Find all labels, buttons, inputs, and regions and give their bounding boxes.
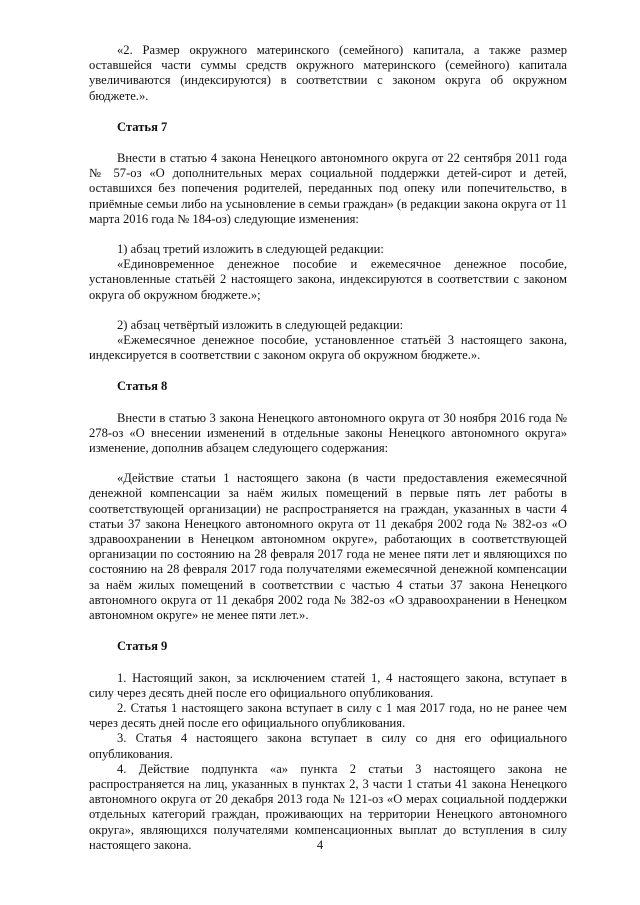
article-9-paragraph-1: 1. Настоящий закон, за исключением статей 1, 4 настоящего закона, вступает в силу через десять дней после его официального опубликования.	[89, 670, 567, 700]
article-9-paragraph-3: 3. Статья 4 настоящего закона вступает в силу со дня его официального опубликования.	[89, 731, 567, 761]
article-7-paragraph-5: «Ежемесячное денежное пособие, установленное статьёй 3 настоящего закона, индексируется в соответствии с законом округа об окружном бюджете.».	[89, 333, 567, 363]
article-8-paragraph-1: Внести в статью 3 закона Ненецкого автономного округа от 30 ноября 2016 года № 278-оз «О внесении изменений в отдельные законы Ненецкого автономного округа» изменение, дополнив абзацем следующего содержания:	[89, 410, 567, 456]
page-number: 4	[316, 838, 324, 852]
article-7-paragraph-2: 1) абзац третий изложить в следующей редакции:	[117, 242, 384, 257]
article-7-heading: Статья 7	[117, 119, 168, 134]
article-9-paragraph-2: 2. Статья 1 настоящего закона вступает в силу с 1 мая 2017 года, но не ранее чем через десять дней после его официального опубликования.	[89, 700, 567, 731]
document-body	[89, 43, 567, 853]
article-7-paragraph-3: «Единовременное денежное пособие и ежемесячное денежное пособие, установленные статьёй 2 настоящего закона, индексируются в соответствии с законом округа об окружном бюджете.»;	[89, 257, 567, 302]
intro-paragraph: «2. Размер окружного материнского (семейного) капитала, а также размер оставшейся части суммы средств окружного материнского (семейного) капитала увеличиваются (индексируются) в соответствии с законом округа об окружном бюджете.».	[89, 43, 567, 103]
article-9-heading: Статья 9	[117, 639, 168, 654]
article-8-paragraph-2: «Действие статьи 1 настоящего закона (в части предоставления ежемесячной денежной компенсации за наём жилых помещений в первые пять лет работы в соответствующей организации) не распространяется на граждан, указанных в части 4 статьи 37 закона Ненецкого автономного округа от 11 декабря 2002 года № 382-оз «О здравоохранении в Ненецком автономном округе», работающих в соответствующей организации по состоянию на 28 февраля 2017 года не менее пяти лет и являющихся по состоянию на 28 февраля 2017 года получателями ежемесячной денежной компенсации за наём жилых помещений в соответствии с частью 4 статьи 37 закона Ненецкого автономного округа от 11 декабря 2002 года № 382-оз «О здравоохранении в Ненецком автономном округе» не менее пяти лет.».	[89, 471, 567, 623]
article-7-paragraph-1: Внести в статью 4 закона Ненецкого автономного округа от 22 сентября 2011 года № 57-оз «О дополнительных мерах социальной поддержки детей-сирот и детей, оставшихся без попечения родителей, переданных под опеку или попечительство, в приёмные семьи либо на усыновление в семьи граждан» (в редакции закона округа от 11 марта 2016 года № 184-оз) следующие изменения:	[89, 151, 567, 226]
article-9-paragraph-4: 4. Действие подпункта «а» пункта 2 статьи 3 настоящего закона не распространяется на лиц, указанных в пунктах 2, 3 части 1 статьи 41 закона Ненецкого автономного округа от 20 декабря 2013 года № 121-оз «О мерах социальной поддержки отдельных категорий граждан, проживающих на территории Ненецкого автономного округа», являющихся получателями компенсационных выплат до вступления в силу настоящего закона.	[89, 761, 567, 852]
article-7-paragraph-4: 2) абзац четвёртый изложить в следующей редакции:	[117, 317, 404, 332]
article-8-heading: Статья 8	[117, 379, 168, 394]
